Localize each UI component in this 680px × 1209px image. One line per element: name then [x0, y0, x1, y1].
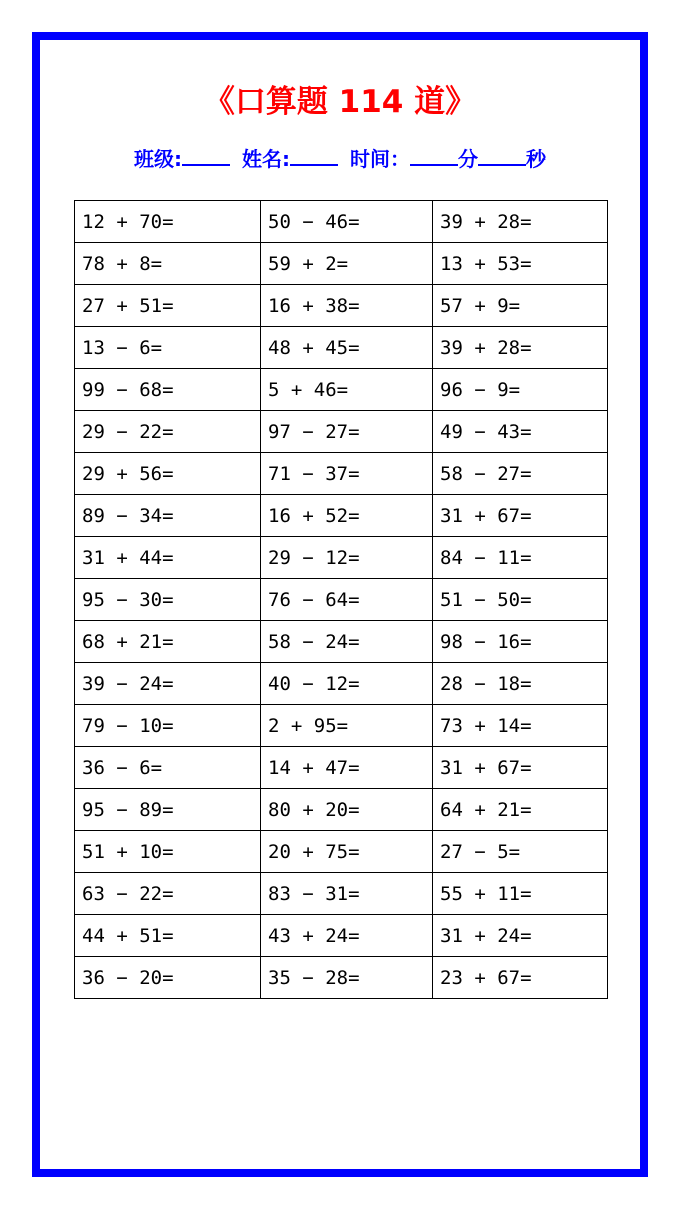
problem-cell: 12 + 70= — [75, 201, 261, 243]
problem-cell: 29 − 22= — [75, 411, 261, 453]
problem-cell: 13 − 6= — [75, 327, 261, 369]
class-label: 班级: — [134, 147, 182, 171]
problem-cell: 58 − 24= — [261, 621, 433, 663]
problem-cell: 44 + 51= — [75, 915, 261, 957]
problem-cell: 31 + 67= — [433, 747, 608, 789]
table-row — [75, 705, 608, 747]
table-row — [75, 789, 608, 831]
problem-cell: 97 − 27= — [261, 411, 433, 453]
table-row — [75, 201, 608, 243]
problem-cell: 80 + 20= — [261, 789, 433, 831]
problem-cell: 43 + 24= — [261, 915, 433, 957]
problem-cell: 83 − 31= — [261, 873, 433, 915]
problem-cell: 39 + 28= — [433, 327, 608, 369]
problem-cell: 48 + 45= — [261, 327, 433, 369]
problem-cell: 16 + 52= — [261, 495, 433, 537]
problem-cell: 58 − 27= — [433, 453, 608, 495]
problem-cell: 50 − 46= — [261, 201, 433, 243]
second-label: 秒 — [526, 147, 546, 171]
problem-cell: 71 − 37= — [261, 453, 433, 495]
problem-cell: 51 + 10= — [75, 831, 261, 873]
problem-cell: 79 − 10= — [75, 705, 261, 747]
problem-cell: 57 + 9= — [433, 285, 608, 327]
problem-cell: 64 + 21= — [433, 789, 608, 831]
problem-cell: 63 − 22= — [75, 873, 261, 915]
seconds-blank — [478, 144, 526, 166]
table-row — [75, 957, 608, 999]
name-blank — [290, 144, 338, 166]
problem-cell: 5 + 46= — [261, 369, 433, 411]
problem-cell: 36 − 6= — [75, 747, 261, 789]
info-line — [0, 144, 680, 174]
table-row — [75, 243, 608, 285]
name-label: 姓名: — [242, 147, 290, 171]
problem-cell: 36 − 20= — [75, 957, 261, 999]
problem-cell: 27 + 51= — [75, 285, 261, 327]
problem-cell: 2 + 95= — [261, 705, 433, 747]
table-row — [75, 327, 608, 369]
table-row — [75, 453, 608, 495]
table-row — [75, 285, 608, 327]
problem-cell: 23 + 67= — [433, 957, 608, 999]
problem-cell: 16 + 38= — [261, 285, 433, 327]
problem-cell: 35 − 28= — [261, 957, 433, 999]
problem-cell: 68 + 21= — [75, 621, 261, 663]
problems-table — [74, 200, 608, 999]
problem-cell: 89 − 34= — [75, 495, 261, 537]
problem-cell: 59 + 2= — [261, 243, 433, 285]
problem-cell: 76 − 64= — [261, 579, 433, 621]
table-row — [75, 831, 608, 873]
table-row — [75, 747, 608, 789]
minute-label: 分 — [458, 147, 478, 171]
problem-cell: 78 + 8= — [75, 243, 261, 285]
time-label: 时间： — [350, 147, 410, 171]
problem-cell: 39 − 24= — [75, 663, 261, 705]
problem-cell: 39 + 28= — [433, 201, 608, 243]
problem-cell: 49 − 43= — [433, 411, 608, 453]
problem-cell: 14 + 47= — [261, 747, 433, 789]
class-blank — [182, 144, 230, 166]
problem-cell: 95 − 89= — [75, 789, 261, 831]
problem-cell: 29 + 56= — [75, 453, 261, 495]
table-row — [75, 537, 608, 579]
worksheet-title: 《口算题 114 道》 — [203, 84, 477, 120]
problem-cell: 96 − 9= — [433, 369, 608, 411]
problem-cell: 29 − 12= — [261, 537, 433, 579]
table-row — [75, 915, 608, 957]
table-row — [75, 873, 608, 915]
table-row — [75, 579, 608, 621]
problem-cell: 13 + 53= — [433, 243, 608, 285]
problem-cell: 40 − 12= — [261, 663, 433, 705]
problem-cell: 20 + 75= — [261, 831, 433, 873]
problem-cell: 99 − 68= — [75, 369, 261, 411]
problem-cell: 27 − 5= — [433, 831, 608, 873]
problem-cell: 95 − 30= — [75, 579, 261, 621]
table-row — [75, 369, 608, 411]
problem-cell: 98 − 16= — [433, 621, 608, 663]
problem-cell: 31 + 67= — [433, 495, 608, 537]
table-row — [75, 663, 608, 705]
minutes-blank — [410, 144, 458, 166]
table-row — [75, 495, 608, 537]
table-row — [75, 621, 608, 663]
problem-cell: 55 + 11= — [433, 873, 608, 915]
problem-cell: 84 − 11= — [433, 537, 608, 579]
problem-cell: 51 − 50= — [433, 579, 608, 621]
problem-cell: 73 + 14= — [433, 705, 608, 747]
table-row — [75, 411, 608, 453]
problem-cell: 31 + 44= — [75, 537, 261, 579]
problems-body — [75, 201, 608, 999]
problem-cell: 31 + 24= — [433, 915, 608, 957]
problem-cell: 28 − 18= — [433, 663, 608, 705]
